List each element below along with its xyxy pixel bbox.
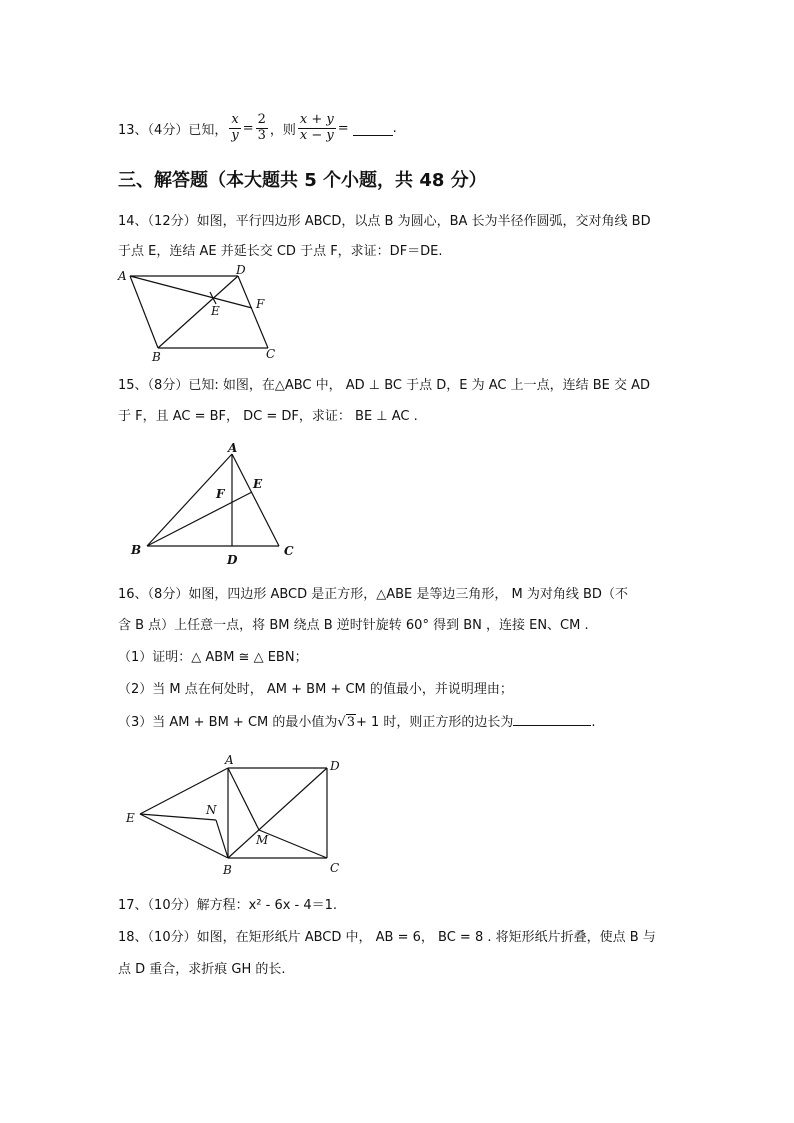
q14-label-d: D [236, 263, 246, 277]
q15-line2: 于 F，且 AC = BF， DC = DF，求证： BE ⊥ AC . [118, 409, 418, 424]
q15-label-e: E [253, 477, 263, 491]
q14-label-b: B [152, 350, 161, 364]
q16-label-b: B [223, 863, 232, 877]
q16-part1: （1）证明：△ ABM ≅ △ EBN； [118, 650, 308, 665]
q16-side-eb [140, 814, 228, 858]
q13-fraction-x-over-y [229, 113, 240, 143]
q13-line [118, 108, 397, 148]
q15-line-be [147, 492, 252, 546]
q16-label-e: E [126, 811, 135, 825]
q15-triangle-figure [125, 440, 305, 568]
q13-f1-num: x [229, 113, 240, 128]
q15-label-f: F [216, 487, 225, 501]
q16-part3 [118, 711, 596, 730]
q16-part3-mid: + 1 时，则正方形的边长为 [355, 715, 514, 730]
q16-line2: 含 B 点）上任意一点，将 BM 绕点 B 逆时针旋转 60° 得到 BN ，连接 EN、CM . [118, 618, 589, 633]
q14-label-f: F [256, 297, 265, 311]
q17-line: 17、（10分）解方程：x² - 6x - 4＝1. [118, 898, 338, 913]
q16-part3-prefix: （3）当 AM + BM + CM 的最小值为 [118, 715, 338, 730]
q13-fraction-2-over-3 [256, 113, 268, 143]
q16-label-m: M [256, 833, 269, 847]
q15-label-d: D [227, 553, 238, 567]
q13-f2-num: 2 [257, 112, 266, 128]
q16-sqrt-sign: √ [337, 715, 346, 730]
q16-label-c: C [330, 861, 340, 875]
q13-eq: = [242, 120, 254, 136]
q14-side-dc [238, 276, 268, 348]
q15-label-a: A [228, 441, 238, 455]
q15-label-b: B [131, 543, 142, 557]
q16-part2: （2）当 M 点在何处时， AM + BM + CM 的值最小，并说明理由； [118, 682, 513, 697]
q13-f3-num: x + y [299, 112, 334, 128]
q18-line1: 18、（10分）如图，在矩形纸片 ABCD 中， AB = 6， BC = 8 . 将矩形纸片折叠，使点 B 与 [118, 930, 656, 945]
q14-label-e: E [211, 304, 220, 318]
section-title: 三、解答题（本大题共 5 个小题，共 48 分） [118, 170, 487, 191]
q14-side-ba [130, 276, 158, 348]
q13-eq2: = [337, 120, 349, 136]
q16-segment-mc [259, 830, 327, 858]
q13-fraction-sum-over-diff [298, 113, 336, 143]
q13-f1-den: y [231, 127, 239, 143]
q16-square-figure [120, 752, 350, 878]
q15-label-c: C [284, 544, 294, 558]
q16-diagonal-bd [228, 768, 327, 858]
q13-answer-blank[interactable] [353, 121, 393, 136]
q13-f3-den: x − y [299, 127, 334, 143]
q14-parallelogram-figure [110, 262, 300, 364]
q16-answer-blank[interactable] [513, 711, 591, 726]
q14-line1: 14、（12分）如图，平行四边形 ABCD，以点 B 为圆心，BA 长为半径作圆弧，交对角线 BD [118, 214, 651, 229]
q16-line1: 16、（8分）如图，四边形 ABCD 是正方形，△ABE 是等边三角形， M 为对角线 BD（不 [118, 587, 628, 602]
q15-line1: 15、（8分）已知: 如图，在△ABC 中， AD ⊥ BC 于点 D，E 为 AC 上一点，连结 BE 交 AD [118, 378, 651, 393]
q16-sqrt-radicand: 3 [346, 715, 355, 730]
q16-part3-end: . [591, 715, 596, 730]
q15-side-ac [232, 454, 279, 546]
q16-label-d: D [330, 759, 340, 773]
q13-mid: ，则 [269, 122, 296, 138]
q13-end: . [392, 120, 397, 136]
q14-label-a: A [118, 269, 127, 283]
q14-line2: 于点 E，连结 AE 并延长交 CD 于点 F，求证：DF＝DE. [118, 244, 443, 259]
q16-segment-am [228, 768, 259, 830]
q18-line2: 点 D 重合，求折痕 GH 的长. [118, 962, 286, 977]
q16-label-n: N [206, 803, 217, 817]
q13-prefix: 13、（4分）已知， [118, 122, 228, 138]
q14-line-af [130, 276, 252, 308]
q14-label-c: C [266, 347, 276, 361]
q13-f2-den: 3 [257, 127, 266, 143]
q16-label-a: A [225, 753, 234, 767]
